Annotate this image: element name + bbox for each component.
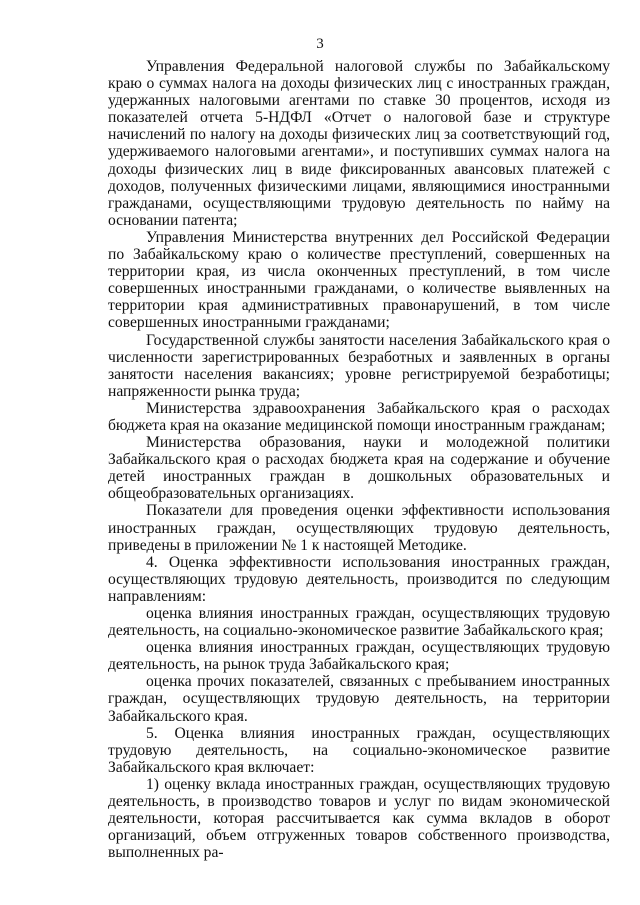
paragraph-direction-socio-economic: оценка влияния иностранных граждан, осуществляющих трудовую деятельность, на социально-экономическое развитие Забайкальского края; bbox=[108, 605, 610, 640]
paragraph-fns-tax-data: Управления Федеральной налоговой службы по Забайкальскому краю о суммах налога на доходы физических лиц с иностранных граждан, удержанных налоговыми агентами по ставке 30 процентов, исходя из показателей отчета 5-НДФЛ «Отчет о налоговой базе и структуре начислений по налогу на доходы физических лиц за соответствующий год, удерживаемого налоговыми агентами», и поступивших суммах налога на доходы физических лиц в виде фиксированных авансовых платежей с доходов, полученных физическими лицами, являющимися иностранными гражданами, осуществляющими трудовую деятельность по найму на основании патента; bbox=[108, 58, 610, 229]
paragraph-item-1-contribution: 1) оценку вклада иностранных граждан, осуществляющих трудовую деятельность, в производство товаров и услуг по видам экономической деятельности, которая рассчитывается как сумма вкладов в оборот организаций, объем отгруженных товаров собственного производства, выполненных ра- bbox=[108, 775, 610, 862]
paragraph-employment-service-data: Государственной службы занятости населения Забайкальского края о численности зарегистрированных безработных и заявленных в органы занятости населения вакансиях; уровне регистрируемой безработицы; напряженности рынка труда; bbox=[108, 331, 610, 400]
paragraph-education-ministry-data: Министерства образования, науки и молодежной политики Забайкальского края о расходах бюджета края на содержание и обучение детей иностранных граждан в дошкольных образовательных и общеобразовательных организациях. bbox=[108, 434, 610, 503]
paragraph-mvd-crime-data: Управления Министерства внутренних дел Российской Федерации по Забайкальскому краю о количестве преступлений, совершенных на территории края, из числа оконченных преступлений, в том числе совершенных иностранными гражданами, о количестве выявленных на территории края административных правонарушений, в том числе совершенных иностранными гражданами; bbox=[108, 228, 610, 332]
paragraph-section-5-intro: 5. Оценка влияния иностранных граждан, осуществляющих трудовую деятельность, на социально-экономическое развитие Забайкальского края включает: bbox=[108, 724, 610, 776]
paragraph-health-ministry-data: Министерства здравоохранения Забайкальского края о расходах бюджета края на оказание медицинской помощи иностранным гражданам; bbox=[108, 399, 610, 434]
paragraph-direction-labor-market: оценка влияния иностранных граждан, осуществляющих трудовую деятельность, на рынок труда Забайкальского края; bbox=[108, 639, 610, 674]
document-body bbox=[108, 58, 610, 861]
paragraph-indicators-appendix: Показатели для проведения оценки эффективности использования иностранных граждан, осуществляющих трудовую деятельность, приведены в приложении № 1 к настоящей Методике. bbox=[108, 502, 610, 554]
paragraph-direction-other-indicators: оценка прочих показателей, связанных с пребыванием иностранных граждан, осуществляющих трудовую деятельность, на территории Забайкальского края. bbox=[108, 673, 610, 725]
paragraph-section-4-intro: 4. Оценка эффективности использования иностранных граждан, осуществляющих трудовую деятельность, производится по следующим направлениям: bbox=[108, 553, 610, 605]
page-number: 3 bbox=[316, 36, 324, 52]
